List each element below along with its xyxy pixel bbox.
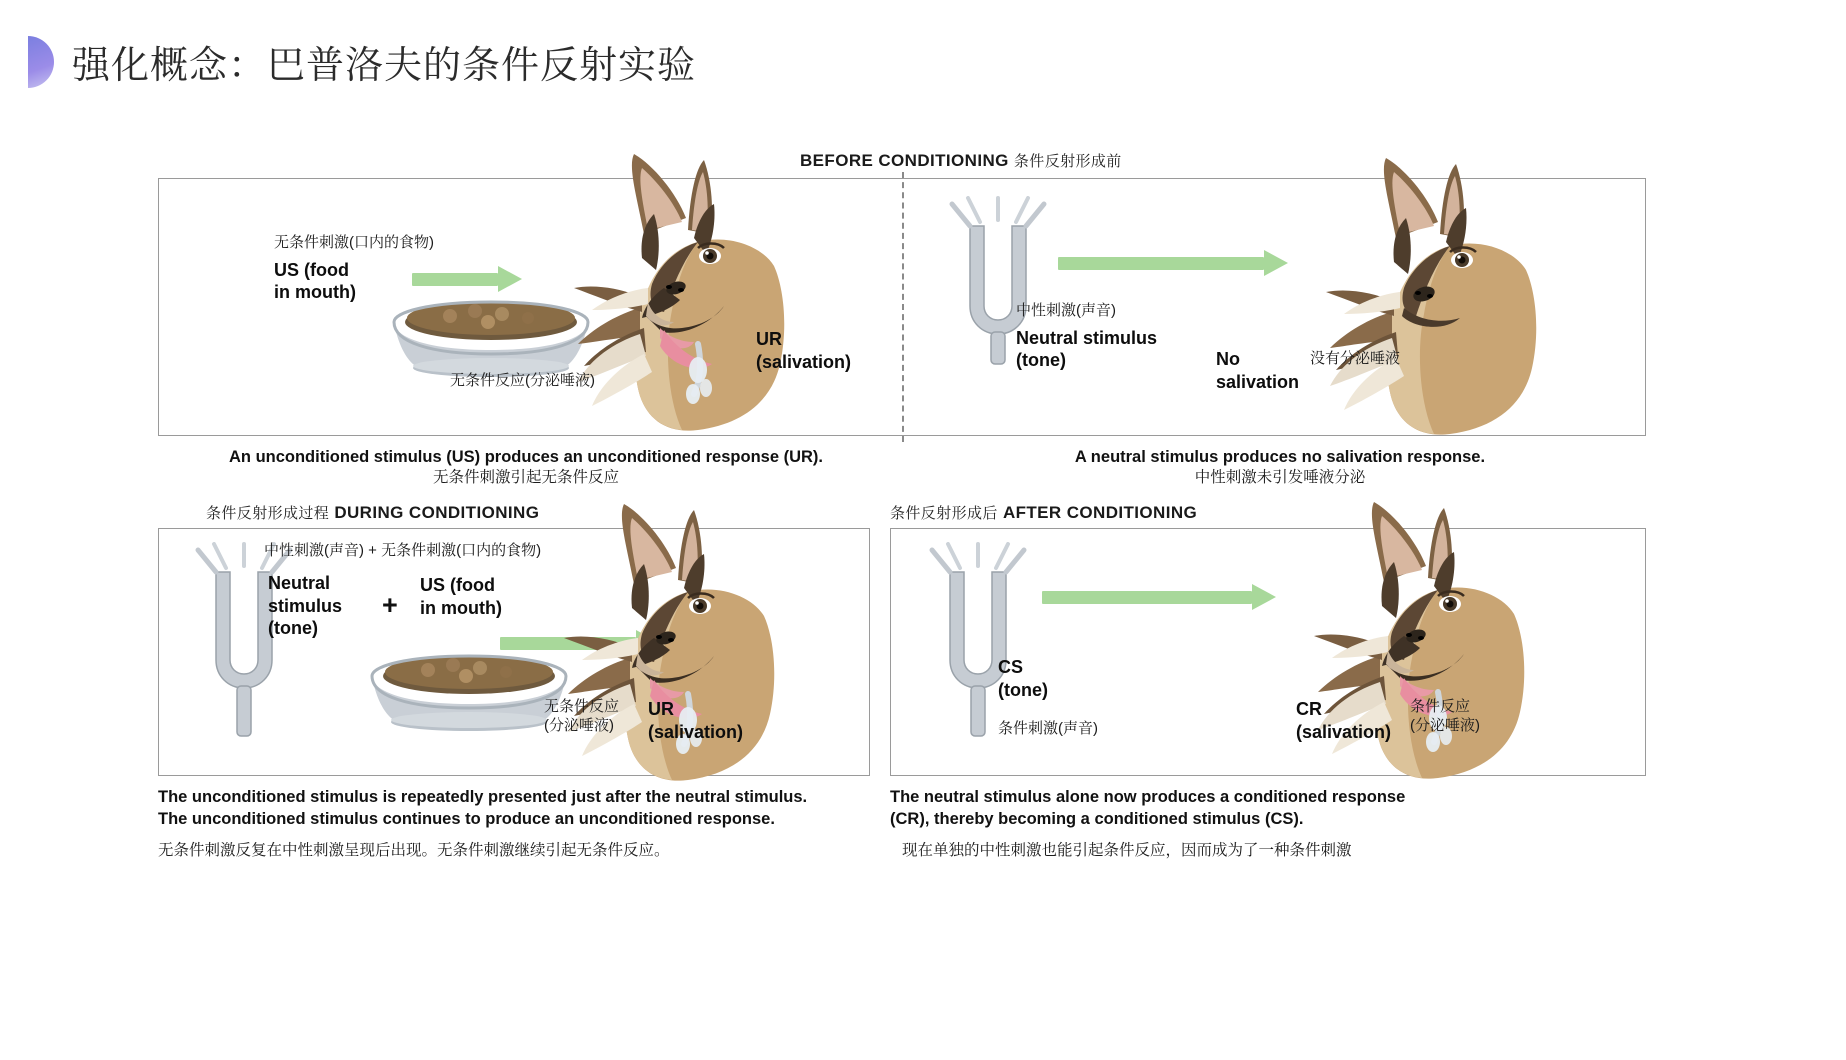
tuning-fork-icon-after [920, 542, 1040, 738]
label-cr-cn-2: (分泌唾液) [1410, 716, 1480, 734]
label-during-neutral-en-1: Neutral [268, 573, 331, 593]
label-no-salivation-cn: 没有分泌唾液 [1310, 350, 1401, 367]
label-during-us-en [420, 574, 502, 619]
label-no-salivation-en-2: salivation [1216, 371, 1300, 392]
arrow-tone-to-dog-before [1058, 250, 1298, 276]
panel-heading-after [890, 502, 1197, 523]
label-ur-response-cn: 无条件反应(分泌唾液) [450, 372, 595, 389]
label-cs-en [998, 656, 1048, 701]
pavlov-conditioning-diagram [150, 150, 1710, 990]
panel-heading-before-cn: 条件反射形成前 [1013, 153, 1122, 170]
caption-during-cn: 无条件刺激反复在中性刺激呈现后出现。无条件刺激继续引起无条件反应。 [158, 841, 670, 859]
label-neutral-en-1: Neutral stimulus [1016, 327, 1158, 348]
panel-heading-during [206, 502, 539, 523]
label-neutral-cn: 中性刺激(声音) [1016, 302, 1116, 319]
label-during-ur-en [648, 698, 743, 743]
label-neutral-stimulus-before [1016, 302, 1157, 372]
title-text: 强化概念：巴普洛夫的条件反射实验 [72, 45, 697, 87]
label-cr-en-1: CR [1296, 699, 1322, 719]
label-during-neutral-en [268, 572, 342, 640]
panel-heading-during-en: DURING CONDITIONING [334, 503, 540, 522]
caption-after-en-1: The neutral stimulus alone now produces a conditioned response [890, 788, 1406, 806]
caption-after-en-2: (CR), thereby becoming a conditioned stimulus (CS). [890, 810, 1304, 829]
arrow-us-to-dog [412, 266, 522, 292]
label-during-ur-en-1: UR [648, 699, 674, 719]
dog-illustration-during [538, 488, 798, 788]
caption-before-right-en: A neutral stimulus produces no salivation response. [1074, 448, 1486, 466]
label-during-ur-en-2: (salivation) [648, 721, 744, 742]
label-us-stimulus [274, 234, 434, 304]
caption-before-right-cn: 中性刺激未引发唾液分泌 [1194, 469, 1366, 487]
panel-heading-after-en: AFTER CONDITIONING [1002, 503, 1198, 522]
label-during-neutral-en-2: stimulus [268, 595, 343, 616]
caption-before-left [156, 446, 896, 489]
title-accent-mark [28, 36, 54, 88]
label-no-salivation-en [1216, 348, 1299, 393]
label-during-us-en-2: in mouth) [420, 597, 502, 618]
label-cr-cn [1410, 698, 1480, 736]
panel-heading-before [800, 150, 1122, 171]
label-plus-sign: + [382, 590, 398, 620]
label-us-stimulus-en-1: US (food [274, 259, 349, 280]
caption-during-en-1: The unconditioned stimulus is repeatedly presented just after the neutral stimulus. [158, 788, 808, 806]
caption-before-left-en: An unconditioned stimulus (US) produces an unconditioned response (UR). [228, 448, 823, 466]
label-cr-cn-1: 条件反应 [1410, 698, 1471, 715]
panel-heading-before-en: BEFORE CONDITIONING [800, 151, 1009, 170]
dog-illustration-no-salivation [1300, 142, 1560, 442]
label-cs-cn: 条件刺激(声音) [998, 720, 1098, 737]
label-neutral-en-2: (tone) [1016, 350, 1066, 371]
caption-before-left-cn: 无条件刺激引起无条件反应 [432, 469, 619, 487]
caption-during [158, 786, 872, 861]
caption-after [890, 786, 1646, 861]
label-us-stimulus-en-2: in mouth) [274, 282, 356, 303]
caption-after-cn: 现在单独的中性刺激也能引起条件反应，因而成为了一种条件刺激 [902, 841, 1352, 859]
panel-heading-during-cn: 条件反射形成过程 [206, 505, 330, 522]
label-cs-en-2: (tone) [998, 679, 1048, 700]
label-during-ur-cn-1: 无条件反应 [544, 698, 620, 715]
label-cs-en-1: CS [998, 657, 1024, 677]
caption-before-right [910, 446, 1650, 489]
dog-illustration-us [548, 138, 808, 438]
label-during-ur-cn-2: (分泌唾液) [544, 716, 614, 734]
label-during-neutral-en-3: (tone) [268, 618, 318, 638]
page-title [28, 34, 696, 89]
label-during-ur-cn [544, 698, 619, 736]
panel-heading-after-cn: 条件反射形成后 [890, 505, 998, 522]
label-no-salivation-en-1: No [1216, 349, 1240, 369]
panel-divider [902, 172, 904, 442]
label-ur-response-en [756, 328, 851, 373]
arrow-cs-to-dog-after [1042, 584, 1286, 610]
label-us-stimulus-cn: 无条件刺激(口内的食物) [274, 234, 434, 251]
caption-during-en-2: The unconditioned stimulus continues to produce an unconditioned response. [158, 810, 775, 829]
label-cr-en [1296, 698, 1391, 743]
label-during-us-en-1: US (food [420, 575, 495, 595]
label-ur-en-2: (salivation) [756, 351, 852, 372]
label-cr-en-2: (salivation) [1296, 721, 1392, 742]
label-during-stimulus-cn: 中性刺激(声音) + 无条件刺激(口内的食物) [264, 542, 542, 559]
label-ur-en-1: UR [756, 329, 782, 349]
